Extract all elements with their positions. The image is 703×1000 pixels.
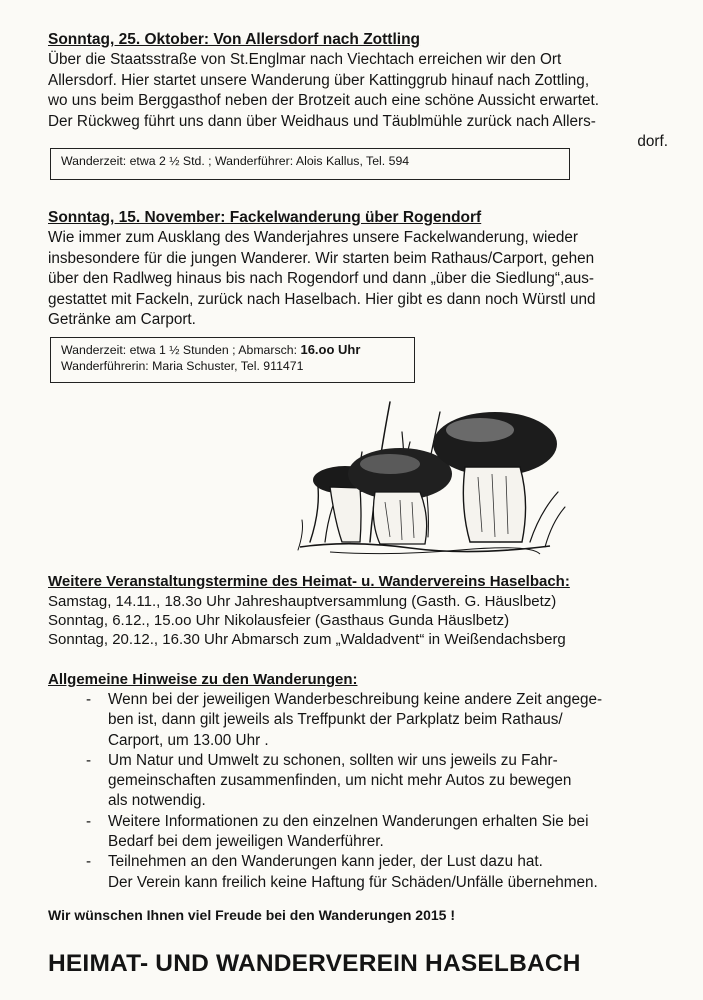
- bullet-dash: -: [86, 691, 92, 708]
- note-line: Der Verein kann freilich keine Haftung für Schäden/Unfälle übernehmen.: [108, 873, 598, 891]
- note-line: Wenn bei der jeweiligen Wanderbeschreibung keine andere Zeit angege-: [108, 691, 603, 708]
- event-november-description: [48, 228, 668, 331]
- note-line: Um Natur und Umwelt zu schonen, sollten wir uns jeweils zu Fahr-: [108, 751, 558, 769]
- infobox-line: Wanderzeit: etwa 2 ½ Std. ; Wanderführer: Alois Kallus, Tel. 594: [61, 154, 410, 168]
- notes-list: [48, 690, 668, 893]
- mushroom-illustration: [290, 392, 580, 562]
- more-events-heading: Weitere Veranstaltungstermine des Heimat- u. Wandervereins Haselbach:: [48, 573, 570, 590]
- note-item: [48, 812, 668, 853]
- infobox-line: Wanderführerin: Maria Schuster, Tel. 911471: [61, 359, 304, 373]
- note-line: Bedarf bei dem jeweiligen Wanderführer.: [108, 833, 384, 851]
- note-item: [48, 751, 668, 812]
- more-events: [48, 572, 668, 649]
- text-line: über den Radlweg hinaus bis nach Rogendorf und dann „über die Siedlung“,aus-: [48, 270, 594, 287]
- note-line: Teilnehmen an den Wanderungen kann jeder, der Lust dazu hat.: [108, 853, 543, 871]
- text-line: Wie immer zum Ausklang des Wanderjahres unsere Fackelwanderung, wieder: [48, 229, 578, 246]
- text-line: gestattet mit Fackeln, zurück nach Haselbach. Hier gibt es dann noch Würstl und: [48, 290, 596, 308]
- event-oktober-heading: Sonntag, 25. Oktober: Von Allersdorf nach Zottling: [48, 31, 421, 48]
- closing-wish: Wir wünschen Ihnen viel Freude bei den Wanderungen 2015 !: [48, 907, 455, 923]
- text-line: wo uns beim Berggasthof neben der Brotzeit auch eine schöne Aussicht erwartet.: [48, 92, 600, 109]
- start-time: 16.oo Uhr: [300, 342, 361, 357]
- event-november-infobox: [50, 337, 415, 383]
- text-line: Über die Staatsstraße von St.Englmar nach Viechtach erreichen wir den Ort: [48, 51, 562, 68]
- bullet-dash: -: [86, 812, 92, 830]
- bullet-dash: -: [86, 853, 92, 871]
- note-item: [48, 852, 668, 893]
- event-item: Samstag, 14.11., 18.3o Uhr Jahreshauptversammlung (Gasth. G. Häuslbetz): [48, 593, 557, 610]
- bullet-dash: -: [86, 751, 92, 769]
- text-line: dorf.: [637, 133, 668, 150]
- infobox-prefix: Wanderzeit: etwa 1 ½ Stunden ; Abmarsch:: [61, 343, 301, 357]
- note-line: ben ist, dann gilt jeweils als Treffpunkt der Parkplatz beim Rathaus/: [108, 711, 563, 729]
- event-oktober-description: [48, 50, 668, 153]
- club-name-footer: HEIMAT- UND WANDERVEREIN HASELBACH: [48, 950, 581, 977]
- text-line: Getränke am Carport.: [48, 311, 196, 328]
- general-notes: [48, 670, 668, 893]
- note-line: gemeinschaften zusammenfinden, um nicht mehr Autos zu bewegen: [108, 772, 572, 790]
- event-item: Sonntag, 20.12., 16.30 Uhr Abmarsch zum „Waldadvent“ in Weißendachsberg: [48, 631, 566, 648]
- note-line: Carport, um 13.00 Uhr .: [108, 731, 269, 749]
- event-november: [48, 208, 668, 331]
- event-oktober: [48, 30, 668, 153]
- infobox-line: [61, 342, 404, 358]
- note-line: Weitere Informationen zu den einzelnen Wanderungen erhalten Sie bei: [108, 812, 589, 830]
- text-line: Allersdorf. Hier startet unsere Wanderung über Kattinggrub hinauf nach Zottling,: [48, 71, 590, 89]
- text-line: Der Rückweg führt uns dann über Weidhaus und Täublmühle zurück nach Allers-: [48, 112, 596, 130]
- general-notes-heading: Allgemeine Hinweise zu den Wanderungen:: [48, 671, 358, 688]
- event-november-heading: Sonntag, 15. November: Fackelwanderung über Rogendorf: [48, 209, 482, 226]
- note-item: [48, 690, 668, 751]
- text-line: insbesondere für die jungen Wanderer. Wir starten beim Rathaus/Carport, gehen: [48, 249, 595, 267]
- event-item: Sonntag, 6.12., 15.oo Uhr Nikolausfeier (Gasthaus Gunda Häuslbetz): [48, 612, 510, 629]
- note-line: als notwendig.: [108, 792, 206, 810]
- event-oktober-infobox: [50, 148, 570, 180]
